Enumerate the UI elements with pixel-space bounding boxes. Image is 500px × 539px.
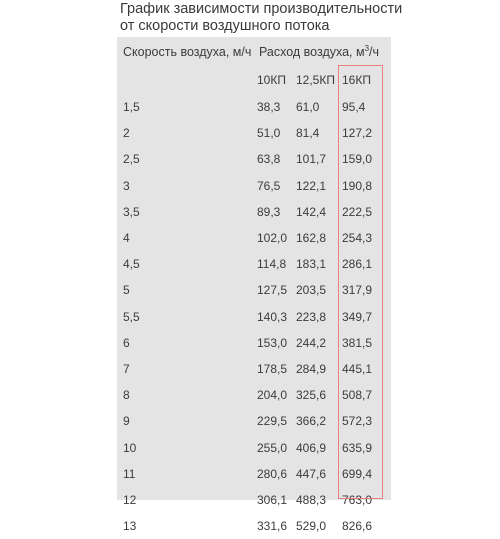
speed-cell: 5 bbox=[123, 283, 130, 298]
flow-cell: 102,0 bbox=[257, 231, 288, 246]
flow-cell: 255,0 bbox=[257, 440, 288, 455]
table-row bbox=[117, 120, 391, 146]
table-row bbox=[117, 356, 391, 382]
speed-cell: 7 bbox=[123, 361, 130, 376]
flow-cell: 223,8 bbox=[296, 309, 327, 324]
speed-cell: 6 bbox=[123, 335, 130, 350]
flow-cell: 140,3 bbox=[257, 309, 288, 324]
speed-cell: 2,5 bbox=[123, 152, 140, 167]
header-flow bbox=[253, 37, 391, 66]
title-line-1: График зависимости производительности bbox=[120, 1, 403, 17]
table-row bbox=[117, 173, 391, 199]
flow-cell: 76,5 bbox=[257, 178, 281, 193]
flow-cell: 51,0 bbox=[257, 126, 281, 141]
flow-cell: 286,1 bbox=[342, 257, 373, 272]
flow-cell: 406,9 bbox=[296, 440, 327, 455]
flow-cell: 280,6 bbox=[257, 466, 288, 481]
flow-cell: 366,2 bbox=[296, 414, 327, 429]
flow-cell: 488,3 bbox=[296, 492, 327, 507]
flow-cell: 445,1 bbox=[342, 361, 373, 376]
flow-cell: 178,5 bbox=[257, 361, 288, 376]
flow-cell: 244,2 bbox=[296, 335, 327, 350]
table-row bbox=[117, 408, 391, 434]
table-row bbox=[117, 461, 391, 487]
flow-cell: 159,0 bbox=[342, 152, 373, 167]
flow-cell: 38,3 bbox=[257, 100, 281, 115]
speed-cell: 1,5 bbox=[123, 100, 140, 115]
table-header-row bbox=[117, 37, 391, 66]
airflow-table bbox=[117, 37, 391, 539]
subheader-empty bbox=[117, 66, 253, 94]
speed-cell: 3,5 bbox=[123, 204, 140, 219]
title-line-2: от скорости воздушного потока bbox=[120, 18, 330, 34]
speed-cell: 10 bbox=[123, 440, 137, 455]
table-row bbox=[117, 513, 391, 539]
flow-cell: 572,3 bbox=[342, 414, 373, 429]
flow-cell: 89,3 bbox=[257, 204, 281, 219]
flow-cell: 284,9 bbox=[296, 361, 327, 376]
flow-cell: 699,4 bbox=[342, 466, 373, 481]
speed-cell: 5,5 bbox=[123, 309, 140, 324]
table-row bbox=[117, 225, 391, 251]
table-row bbox=[117, 277, 391, 303]
speed-cell: 4,5 bbox=[123, 257, 140, 272]
flow-cell: 183,1 bbox=[296, 257, 327, 272]
subheader-10kp: 10КП bbox=[257, 73, 286, 87]
speed-cell: 9 bbox=[123, 414, 130, 429]
flow-cell: 127,2 bbox=[342, 126, 373, 141]
speed-cell: 3 bbox=[123, 178, 130, 193]
flow-cell: 317,9 bbox=[342, 283, 373, 298]
flow-cell: 81,4 bbox=[296, 126, 320, 141]
flow-cell: 162,8 bbox=[296, 231, 327, 246]
table-row bbox=[117, 330, 391, 356]
subheader-12-5kp: 12,5КП bbox=[296, 73, 335, 87]
flow-cell: 127,5 bbox=[257, 283, 288, 298]
flow-cell: 204,0 bbox=[257, 388, 288, 403]
flow-cell: 142,4 bbox=[296, 204, 327, 219]
flow-cell: 190,8 bbox=[342, 178, 373, 193]
table-row bbox=[117, 146, 391, 172]
flow-cell: 222,5 bbox=[342, 204, 373, 219]
flow-cell: 529,0 bbox=[296, 519, 327, 534]
flow-cell: 381,5 bbox=[342, 335, 373, 350]
flow-cell: 122,1 bbox=[296, 178, 327, 193]
speed-cell: 12 bbox=[123, 492, 137, 507]
flow-cell: 826,6 bbox=[342, 519, 373, 534]
flow-cell: 101,7 bbox=[296, 152, 327, 167]
flow-cell: 447,6 bbox=[296, 466, 327, 481]
flow-cell: 63,8 bbox=[257, 152, 281, 167]
flow-cell: 229,5 bbox=[257, 414, 288, 429]
table-row bbox=[117, 199, 391, 225]
table-row bbox=[117, 304, 391, 330]
flow-cell: 325,6 bbox=[296, 388, 327, 403]
flow-cell: 254,3 bbox=[342, 231, 373, 246]
flow-cell: 635,9 bbox=[342, 440, 373, 455]
flow-cell: 61,0 bbox=[296, 100, 320, 115]
flow-cell: 153,0 bbox=[257, 335, 288, 350]
flow-cell: 763,0 bbox=[342, 492, 373, 507]
flow-cell: 508,7 bbox=[342, 388, 373, 403]
flow-cell: 203,5 bbox=[296, 283, 327, 298]
header-flow-tail: /ч bbox=[369, 45, 380, 59]
flow-cell: 306,1 bbox=[257, 492, 288, 507]
subheader-16kp: 16КП bbox=[342, 73, 371, 87]
header-flow-label: Расход воздуха, м bbox=[259, 45, 365, 59]
flow-cell: 95,4 bbox=[342, 100, 366, 115]
flow-cell: 331,6 bbox=[257, 519, 288, 534]
header-flow-sup: 3 bbox=[364, 44, 370, 53]
speed-cell: 8 bbox=[123, 388, 130, 403]
speed-cell: 13 bbox=[123, 519, 137, 534]
flow-cell: 114,8 bbox=[257, 257, 287, 272]
flow-cell: 349,7 bbox=[342, 309, 373, 324]
table-row bbox=[117, 434, 391, 460]
speed-cell: 4 bbox=[123, 231, 130, 246]
table-row bbox=[117, 251, 391, 277]
table-row bbox=[117, 94, 391, 120]
page-title bbox=[120, 1, 460, 35]
speed-cell: 2 bbox=[123, 126, 130, 141]
table-row bbox=[117, 382, 391, 408]
speed-cell: 11 bbox=[123, 466, 136, 481]
header-speed: Скорость воздуха, м/ч bbox=[123, 44, 252, 59]
table-subheader-row bbox=[117, 66, 391, 94]
